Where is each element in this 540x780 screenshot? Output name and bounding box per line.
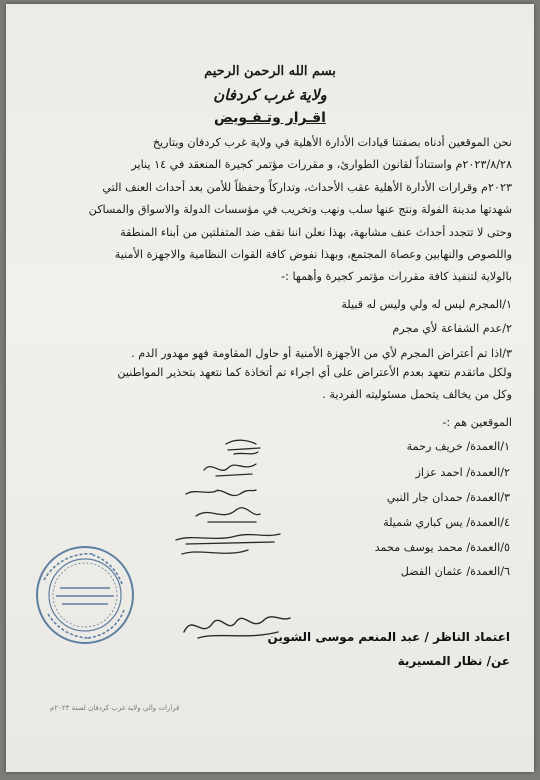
signatory-title: ٢/العمدة/: [466, 466, 510, 479]
signatory-row: [383, 516, 510, 529]
signatory-title: ٤/العمدة/: [466, 516, 510, 529]
signatures-image: [156, 430, 296, 600]
body-paragraph: [16, 132, 512, 289]
signatory-name: محمد يوسف محمد: [374, 541, 463, 554]
approval-subline: عن/ نظار المسيرية: [397, 654, 510, 668]
rule-item: ١/المجرم ليس له ولي وليس له قبيلة: [341, 298, 512, 311]
body-line: ٢٠٢٣/٨/٢٨م واستناداً لقانون الطوارئ، و مقررات مؤتمر كجيرة المنعقد في ١٤ يناير: [131, 158, 512, 172]
signatory-name: خريف رحمة: [406, 440, 463, 453]
body-line: نحن الموقعين أدناه بصفتنا قيادات الأدارة الأهلية في ولاية غرب كردفان وبتاريخ: [152, 136, 512, 149]
document-title: اقـرار وتـفـويض: [214, 110, 326, 126]
document-page: [6, 4, 534, 772]
signatory-row: [387, 491, 510, 504]
closing-paragraph: [16, 362, 512, 407]
approval-line: اعتماد الناظر / عبد المنعم موسى الشوين: [267, 630, 510, 644]
signatory-title: ٦/العمدة/: [466, 565, 510, 578]
signatory-title: ٥/العمدة/: [466, 541, 510, 554]
signatory-row: [415, 466, 510, 479]
rule-item: ٣/اذا تم أعتراض المجرم لأي من الأجهزة الأمنية أو حاول المقاومة فهو مهدور الدم .: [131, 347, 512, 360]
signatory-row: [401, 565, 510, 578]
body-line: ٢٠٢٣م وقرارات الأدارة الأهلية عقب الأحداث، وتداركاً وحفظاً للأمن بعد أحداث العنف التي: [102, 180, 512, 194]
signatory-title: ١/العمدة/: [466, 440, 510, 453]
basmala-heading: بسم الله الرحمن الرحيم: [204, 64, 336, 79]
signatory-name: حمدان جار النبي: [386, 491, 463, 504]
body-line: بالولاية لتنفيذ كافة مقررات مؤتمر كجيرة وأهمها :-: [281, 270, 512, 284]
signatory-name: يس كباري شميلة: [383, 516, 463, 529]
signatory-row: [407, 440, 510, 453]
closing-line: ولكل ماتقدم نتعهد بعدم الأعتراض على أي اجراء تم أتخاذة كما نتعهد بتحذير المواطنين: [117, 366, 512, 379]
body-line: شهدتها مدينة الفولة ونتج عنها سلب ونهب وتخريب في مؤسسات الدولة والاسواق والمساكن: [88, 203, 512, 217]
body-line: وحتى لا تتجدد أحداث عنف مشابهة، بهذا نعلن اننا نقف ضد المتفلتين من أبناء المنطقة: [120, 225, 512, 239]
rule-item: ٢/عدم الشفاعة لأي مجرم: [392, 322, 512, 335]
state-name-heading: ولاية غرب كردفان: [213, 86, 327, 104]
official-stamp-image: [34, 544, 136, 646]
signatory-name: عثمان الفضل: [400, 565, 463, 578]
signatory-title: ٣/العمدة/: [466, 491, 510, 504]
body-line: واللصوص والنهابين وعصاة المجتمع، وبهذا نفوض كافة القوات النظامية والاجهزة الأمنية: [114, 248, 512, 262]
closing-line: وكل من يخالف يتحمل مسئوليته الفردية .: [322, 388, 512, 402]
signatory-row: [375, 541, 510, 554]
signatory-name: احمد عزاز: [415, 466, 463, 479]
signatories-heading: الموقعين هم :-: [442, 416, 512, 429]
page-footer: قرارات والي ولاية غرب كردفان لسنة ٢٠٢٣م: [50, 704, 180, 712]
